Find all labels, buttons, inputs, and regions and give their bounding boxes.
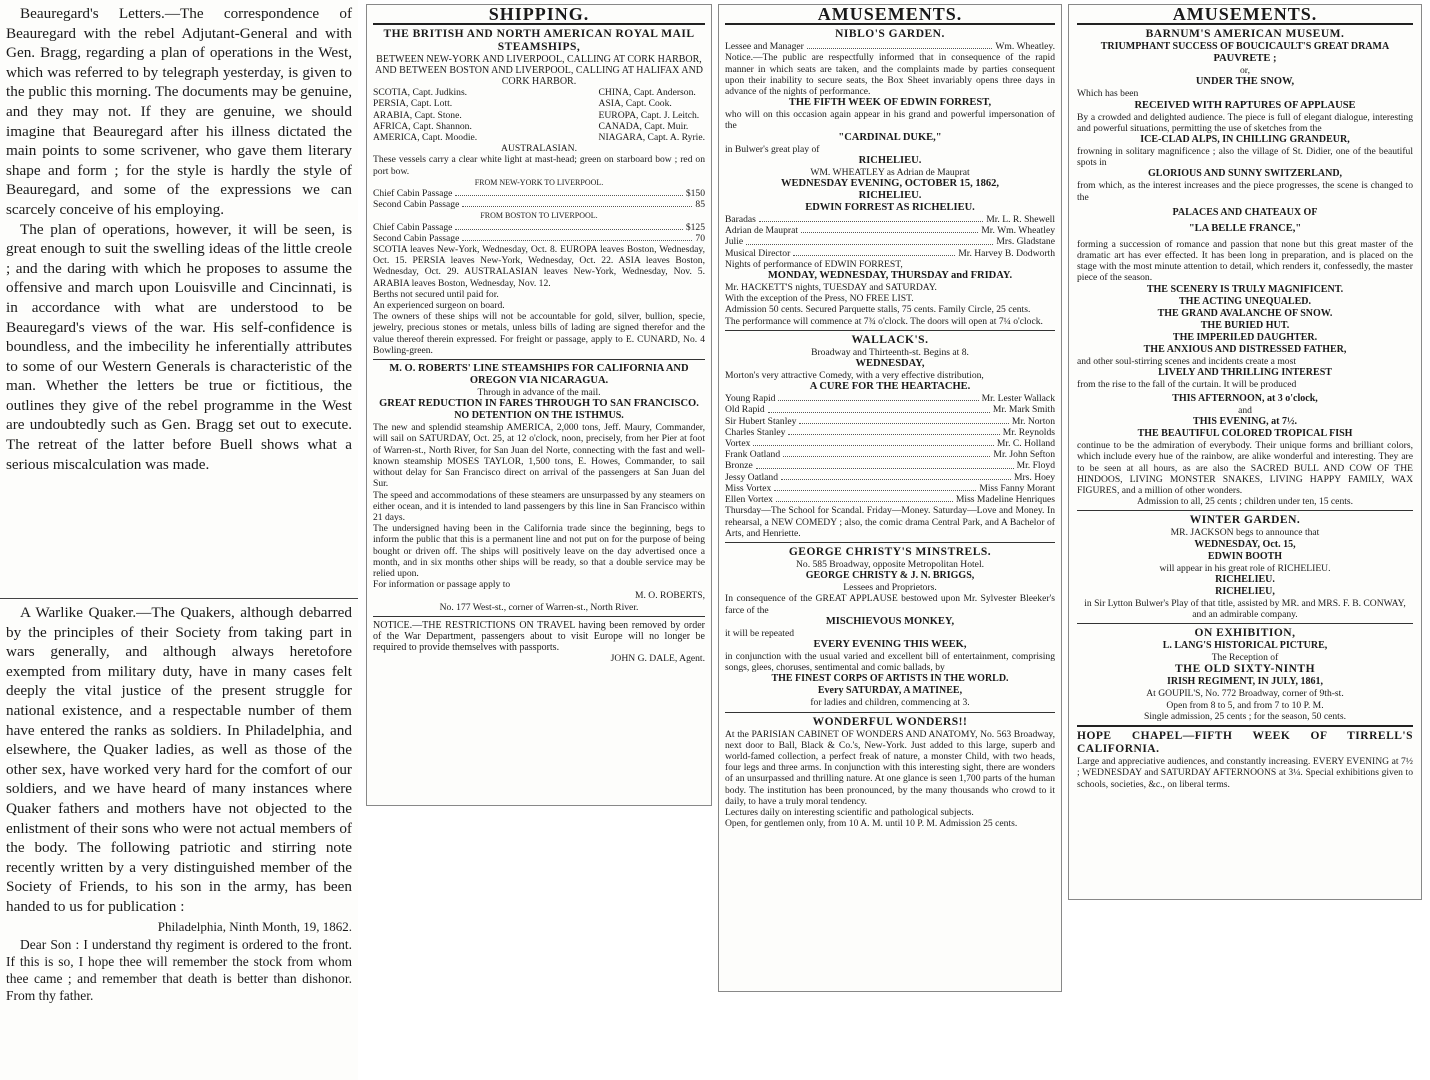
repeated-line: it will be repeated xyxy=(725,627,794,639)
rule xyxy=(725,542,1055,543)
acting-line: THE ACTING UNEQUALED. xyxy=(1179,295,1311,307)
barnums-admission: Admission to all, 25 cents ; children under ten, 15 cents. xyxy=(1136,496,1354,508)
rule xyxy=(1077,510,1413,511)
cardinal-duke: "CARDINAL DUKE," xyxy=(838,131,942,143)
mischievous-monkey: MISCHIEVOUS MONKEY, xyxy=(825,615,955,627)
cast-row xyxy=(725,393,1055,404)
clipping-divider xyxy=(0,598,358,599)
lively-line: LIVELY AND THRILLING INTEREST xyxy=(1158,366,1332,378)
notice-signature: JOHN G. DALE, Agent. xyxy=(610,653,705,665)
winter-wednesday: WEDNESDAY, Oct. 15, xyxy=(1194,538,1296,550)
wednesday-evening: WEDNESDAY EVENING, OCTOBER 15, 1862, xyxy=(780,178,1000,190)
finest-corps: THE FINEST CORPS OF ARTISTS IN THE WORLD. xyxy=(771,673,1009,685)
barnums-body: forming a succession of romance and passion that none but this great master of the dramatic art has ever effected. It has been long in preparation, and is placed on the stage with the most minute attention to detail, which renders it, confessedly, the master piece of the season. xyxy=(1077,238,1413,284)
christys-applause: In consequence of the GREAT APPLAUSE bestowed upon Mr. Sylvester Bleeker's farce of the xyxy=(725,593,1055,616)
curtain-line: from the rise to the fall of the curtain. It will be produced xyxy=(1077,378,1297,390)
christys-lessees: Lessees and Proprietors. xyxy=(843,582,937,594)
ship-name: ARABIA, Capt. Stone. xyxy=(373,109,462,121)
father-line: THE ANXIOUS AND DISTRESSED FATHER, xyxy=(1143,343,1347,355)
richelieu-title: RICHELIEU, xyxy=(1215,585,1275,597)
route-label: FROM NEW-YORK TO LIVERPOOL. xyxy=(474,177,604,187)
amusements-column-2 xyxy=(1068,4,1422,900)
received-pre: Which has been xyxy=(1077,88,1139,100)
christys-location: No. 585 Broadway, opposite Metropolitan Hotel. xyxy=(795,558,985,570)
forrest-as-richelieu: EDWIN FORREST AS RICHELIEU. xyxy=(805,202,975,214)
cast-row xyxy=(725,225,1055,236)
press-line: With the exception of the Press, NO FREE LIST. xyxy=(725,293,914,305)
cast-role: Bronze xyxy=(725,460,753,472)
ship-name: NIAGARA, Capt. A. Ryrie. xyxy=(598,132,705,144)
wallacks-location: Broadway and Thirteenth-st. Begins at 8. xyxy=(811,346,969,358)
fare-value: $125 xyxy=(685,221,705,233)
fare-value: 85 xyxy=(695,199,705,211)
cast-role: Ellen Vortex xyxy=(725,494,773,506)
wallacks-comedy: Morton's very attractive Comedy, with a very effective distribution, xyxy=(725,370,984,382)
fare-row xyxy=(373,233,705,244)
irish-regiment: IRISH REGIMENT, IN JULY, 1861, xyxy=(1166,676,1324,688)
fare-value: 70 xyxy=(695,232,705,244)
cast-actor: Mr. Lester Wallack xyxy=(981,393,1055,405)
lang-picture: L. LANG'S HISTORICAL PICTURE, xyxy=(1162,640,1328,652)
received-line: RECEIVED WITH RAPTURES OF APPLAUSE xyxy=(1134,99,1356,111)
afternoon-line: THIS AFTERNOON, at 3 o'clock, xyxy=(1172,393,1318,405)
hope-chapel-heading: HOPE CHAPEL—FIFTH WEEK OF TIRRELL'S CALIFORNIA. xyxy=(1077,730,1413,756)
fare-label: Chief Cabin Passage xyxy=(373,221,453,233)
jackson-line: MR. JACKSON begs to announce that xyxy=(1170,527,1320,539)
hope-chapel-body: Large and appreciative audiences, and constantly increasing. EVERY EVENING at 7½ ; WEDNESDAY and SATURDAY AFTERNOONS at 3¼. Special exhibitions given to schools, societies, &c., on liberal terms. xyxy=(1077,756,1413,790)
cast-role: Old Rapid xyxy=(725,404,765,416)
ship-name: PERSIA, Capt. Lott. xyxy=(373,98,453,110)
lessee-label: Lessee and Manager xyxy=(725,41,804,53)
cast-actor: Miss Madeline Henriques xyxy=(955,494,1055,506)
cunard-lights: These vessels carry a clear white light at mast-head; green on starboard bow ; red on port bow. xyxy=(373,154,705,177)
ship-name: CHINA, Capt. Anderson. xyxy=(598,87,696,99)
cast-actor: Mr. Floyd xyxy=(1016,460,1055,472)
roberts-advance: Through in advance of the mail. xyxy=(477,387,601,399)
cast-row xyxy=(725,438,1055,449)
tropical-fish: THE BEAUTIFUL COLORED TROPICAL FISH xyxy=(1137,428,1353,440)
wonders-open: Open, for gentlemen only, from 10 A. M. until 10 P. M. Admission 25 cents. xyxy=(725,818,1018,830)
niblos-heading: NIBLO'S GARDEN. xyxy=(835,28,945,41)
cast-actor: Mr. C. Holland xyxy=(996,438,1055,450)
daughter-line: THE IMPERILED DAUGHTER. xyxy=(1172,331,1318,343)
amusements-column-1 xyxy=(718,4,1062,992)
cunard-heading: THE BRITISH AND NORTH AMERICAN ROYAL MAIL STEAMSHIPS, xyxy=(383,28,695,54)
exhibition-heading: ON EXHIBITION, xyxy=(1194,627,1296,640)
cast-row xyxy=(725,460,1055,471)
forrest-line: who will on this occasion again appear in his grand and powerful impersonation of the xyxy=(725,109,1055,132)
cast-role: Frank Oatland xyxy=(725,449,781,461)
cast-row xyxy=(725,404,1055,415)
editorial-clipping-quaker xyxy=(0,600,358,1080)
ship-name: ASIA, Capt. Cook. xyxy=(598,98,672,110)
barnums-heading: BARNUM'S AMERICAN MUSEUM. xyxy=(1145,28,1345,41)
cunard-owners: The owners of these ships will not be accountable for gold, silver, bullion, specie, jewelry, precious stones or metals, unless bills of lading are signed therefor and the value thereof therein expressed. For freight or passage, apply to E. CUNARD, No. 4 Bowling-green. xyxy=(373,311,705,356)
admirable-line: and an admirable company. xyxy=(1192,609,1298,621)
editorial-clipping-beauregard xyxy=(0,0,358,598)
quaker-paragraph: A Warlike Quaker.—The Quakers, although debarred by the principles of their Society from taking part in wars generally, and although always heretofore exempted from military duty, have in many cases felt deeply the vital justice of the present struggle for national existence, and a respectable number of them have entered the ranks as soldiers. In Philadelphia, and elsewhere, the Quaker ladies, as well as those of the other sex, have worked very hard for the comfort of our soldiers, and we have heard of many instances where Quaker fathers and mothers have not objected to the enlistment of their sons who were not actual members of the body. The following patriotic and stirring note recently written by a very distinguished member of the Society of Friends, to his son in the army, has been handed to us for publication : xyxy=(6,604,352,915)
roberts-body: The speed and accommodations of these steamers are unsurpassed by any steamers on either ocean, and it is intended to land passengers by this line in San Francisco within 21 days. xyxy=(373,489,705,523)
barnums-body: continue to be the admiration of everybody. Their unique forms and brilliant colors, which include every hue of the rainbow, are alike wonderful and interesting. They are to be seen at all hours, as are also the SACRED BULL AND COW OF THE HINDOOS, LIVING MONSTER SNAKES, LIVING HAPPY FAMILY, WAX FIGURES, and a million of other wonders. xyxy=(1077,440,1413,497)
cast-role: Adrian de Mauprat xyxy=(725,225,798,237)
cast-row xyxy=(725,449,1055,460)
roberts-body: The undersigned having been in the California trade since the beginning, begs to inform the public that this is a permanent line and not put on for the purpose of being bought or driven off. The ships will positively leave on the day advertised once a month, and in six months other ships will be ready, so that a double service may be relied upon. xyxy=(373,523,705,579)
quaker-dateline: Philadelphia, Ninth Month, 19, 1862. xyxy=(157,918,352,934)
triumphant-line: TRIUMPHANT SUCCESS OF BOUCICAULT'S GREAT DRAMA xyxy=(1100,41,1390,53)
niblos-lessee-row xyxy=(725,41,1055,52)
hours-line: Open from 8 to 5, and from 7 to 10 P. M. xyxy=(1166,699,1324,711)
cast-role: Vortex xyxy=(725,438,751,450)
cunard-subheading: BETWEEN NEW-YORK AND LIVERPOOL, CALLING AT CORK HARBOR, AND BETWEEN BOSTON AND LIVERPOOL, CALLING AT HALIFAX AND CORK HARBOR. xyxy=(374,54,704,88)
fare-label: Second Cabin Passage xyxy=(373,232,460,244)
quaker-letter: Dear Son : I understand thy regiment is ordered to the front. If this is so, I hope thee will remember the stock from whom thee came ; and remember that death is better than dishonor. From thy father. xyxy=(6,937,352,1004)
cast-row xyxy=(725,427,1055,438)
amusements-title: AMUSEMENTS. xyxy=(817,4,963,24)
cast-role: Young Rapid xyxy=(725,393,776,405)
rule xyxy=(1077,623,1413,624)
cast-role: Sir Hubert Stanley xyxy=(725,415,797,427)
frowning-line: frowning in solitary magnificence ; also the village of St. Didier, one of the beautiful spots in xyxy=(1077,146,1413,169)
old-sixty-ninth: THE OLD SIXTY-NINTH xyxy=(1174,663,1316,676)
ship-name: AFRICA, Capt. Shannon. xyxy=(373,120,472,132)
christys-heading: GEORGE CHRISTY'S MINSTRELS. xyxy=(788,545,992,558)
avalanche-line: THE GRAND AVALANCHE OF SNOW. xyxy=(1157,307,1333,319)
richelieu-title: RICHELIEU. xyxy=(858,190,922,202)
admission-line: Admission 50 cents. Secured Parquette stalls, 75 cents. Family Circle, 25 cents. xyxy=(725,304,1031,316)
ladies-line: for ladies and children, commencing at 3. xyxy=(810,697,970,709)
ship-name: AUSTRALASIAN. xyxy=(501,143,577,155)
cast-row xyxy=(725,248,1055,259)
edwin-booth: EDWIN BOOTH xyxy=(1207,550,1283,562)
days-line: MONDAY, WEDNESDAY, THURSDAY and FRIDAY. xyxy=(767,270,1013,282)
roberts-signature: M. O. ROBERTS, xyxy=(634,590,705,602)
cast-row xyxy=(725,214,1055,225)
commence-line: The performance will commence at 7¾ o'clock. The doors will open at 7¼ o'clock. xyxy=(725,315,1043,327)
stirring-line: and other soul-stirring scenes and incidents create a most xyxy=(1077,355,1296,367)
la-belle-france: "LA BELLE FRANCE," xyxy=(1188,222,1302,234)
ice-clad-alps: ICE-CLAD ALPS, IN CHILLING GRANDEUR, xyxy=(1140,134,1350,146)
cast-actor: Mr. John Sefton xyxy=(993,449,1055,461)
every-evening: EVERY EVENING THIS WEEK, xyxy=(813,638,967,650)
cure-title: A CURE FOR THE HEARTACHE. xyxy=(809,381,971,393)
ship-name: SCOTIA, Capt. Judkins. xyxy=(373,87,468,99)
cast-role: Charles Stanley xyxy=(725,426,786,438)
ship-name: AMERICA, Capt. Moodie. xyxy=(373,132,478,144)
cast-row xyxy=(725,416,1055,427)
route-label: FROM BOSTON TO LIVERPOOL. xyxy=(480,211,598,221)
palaces-line: PALACES AND CHATEAUX OF xyxy=(1172,206,1318,218)
rule xyxy=(373,616,705,617)
evening-line: THIS EVENING, at 7½. xyxy=(1193,416,1297,428)
cast-role: Baradas xyxy=(725,214,756,226)
matinee-line: Every SATURDAY, A MATINEE, xyxy=(817,685,963,697)
rule xyxy=(725,712,1055,713)
travel-notice: NOTICE.—THE RESTRICTIONS ON TRAVEL having been removed by order of the War Department, passengers about to visit Europe will no longer be required to provide themselves with passports. xyxy=(373,619,705,654)
wallacks-heading: WALLACK'S. xyxy=(851,333,929,346)
nights-line: Nights of performance of EDWIN FORREST, xyxy=(725,258,903,270)
fare-row xyxy=(373,199,705,210)
ship-name: EUROPA, Capt. J. Leitch. xyxy=(598,109,700,121)
cast-role: Jessy Oatland xyxy=(725,471,779,483)
rule xyxy=(373,359,705,360)
switzerland-line: GLORIOUS AND SUNNY SWITZERLAND, xyxy=(1147,168,1343,180)
cast-actor: Mr. Norton xyxy=(1011,415,1055,427)
wonders-heading: WONDERFUL WONDERS!! xyxy=(812,715,968,728)
wheatley-line: WM. WHEATLEY as Adrian de Mauprat xyxy=(810,166,970,178)
ship-name: CANADA, Capt. Muir. xyxy=(598,120,689,132)
editorial-paragraph-1: Beauregard's Letters.—The correspondence of Beauregard with the rebel Adjutant-General and with Gen. Bragg, regarding a plan of operations in the West, which was referred to by telegraph yesterday, is given to the public this morning. The documents may be genuine, and they may not. If they are genuine, we should imagine that Beauregard after his illness dictated the main points to some scrivener, who gave them literary shape and form ; for the style is hardly the style of Beauregard, and some of the expressions we can scarcely conceive of his employing. xyxy=(6,5,352,218)
single-admission: Single admission, 25 cents ; for the season, 50 cents. xyxy=(1144,710,1346,722)
roberts-subheading: GREAT REDUCTION IN FARES THROUGH TO SAN FRANCISCO. xyxy=(379,398,699,410)
cast-actor: Mr. L. R. Shewell xyxy=(986,214,1055,226)
niblos-cast-list xyxy=(725,214,1055,259)
christys-names: GEORGE CHRISTY & J. N. BRIGGS, xyxy=(805,570,975,582)
booth-role: will appear in his great role of RICHELIEU. xyxy=(1159,562,1331,574)
wonders-lectures: Lectures daily on interesting scientific and pathological subjects. xyxy=(725,806,974,818)
pauvrete-title: PAUVRETE ; xyxy=(1213,53,1277,65)
cast-row xyxy=(725,494,1055,505)
richelieu-title: RICHELIEU. xyxy=(858,154,922,166)
richelieu-title: RICHELIEU. xyxy=(1215,573,1275,585)
cast-actor: Mr. Harvey B. Dodworth xyxy=(958,247,1055,259)
niblos-notice: Notice.—The public are respectfully informed that in consequence of the rapid manner in which seats are taken, and the complaints made by parties consequent upon their inability to secure seats, the Box Sheet invariably opens three days in advance of the nights of performance. xyxy=(725,52,1055,98)
wonders-body: At the PARISIAN CABINET OF WONDERS AND ANATOMY, No. 563 Broadway, next door to Ball, Black & Co.'s, New-York. Just added to this large, superb and world-famed collection, a perfect freak of nature, a monster Child, with two heads, four legs and three arms. In conjunction with this interesting sight, there are wonders of an unsurpassed and thrilling nature. At one glance is seen 1,700 parts of the human body. The institution has been pronounced, by the many thousands who crowd to it daily, to have a truly moral tendency. xyxy=(725,728,1055,807)
roberts-info: For information or passage apply to xyxy=(373,579,511,591)
cast-actor: Mr. Mark Smith xyxy=(992,404,1055,416)
cast-role: Julie xyxy=(725,236,744,248)
fare-row xyxy=(373,188,705,199)
winter-garden-heading: WINTER GARDEN. xyxy=(1189,514,1301,527)
or-line: or, xyxy=(1239,65,1250,77)
lytton-line: in Sir Lytton Bulwer's Play of that title, assisted by MR. and MRS. F. B. CONWAY, xyxy=(1084,597,1406,609)
shipping-column xyxy=(366,4,712,806)
cast-role: Musical Director xyxy=(725,247,791,259)
roberts-body: The new and splendid steamship AMERICA, 2,000 tons, Jeff. Maury, Commander, will sail on SATURDAY, Oct. 25, at 12 o'clock, noon, precisely, from her Pier at foot of Warren-st., North River, for San Juan del Norte, connecting with the fast and well-known steamship MOSES TAYLOR, 1,500 tons, E. Howes, Commander, to sail without delay for San Francisco direct on arrival of the passengers at San Juan del Sur. xyxy=(373,422,705,490)
barnums-body: By a crowded and delighted audience. The piece is full of elegant dialogue, interesting and powerful situations, permitting the use of sketches from the xyxy=(1077,111,1413,134)
fare-row xyxy=(373,222,705,233)
cast-role: Miss Vortex xyxy=(725,482,772,494)
under-the-snow: UNDER THE SNOW, xyxy=(1195,76,1295,88)
bulwer-line: in Bulwer's great play of xyxy=(725,143,820,155)
roberts-address: No. 177 West-st., corner of Warren-st., North River. xyxy=(439,601,639,613)
cunard-fleet-list xyxy=(373,87,705,143)
fare-label: Chief Cabin Passage xyxy=(373,188,453,200)
cast-actor: Mr. Reynolds xyxy=(1002,426,1055,438)
from-which-line: from which, as the interest increases and the piece progresses, the scene is changed to the xyxy=(1077,180,1413,203)
cast-actor: Mr. Wm. Wheatley xyxy=(981,225,1055,237)
cunard-surgeon: An experienced surgeon on board. xyxy=(373,300,505,312)
cast-actor: Mrs. Hoey xyxy=(1013,471,1055,483)
roberts-no-detention: NO DETENTION ON THE ISTHMUS. xyxy=(454,410,624,422)
editorial-paragraph-2: The plan of operations, however, it will be seen, is great enough to suit the swelling ideas of the little creole ; and the daring with which he proposes to assume the offensive and march upon Louisville and Cincinnati, is in accordance with what are understood to be Beauregard's views of the war. His self-confidence is boundless, and the imbecility he inferentially attributes to some of our Western Generals is characteristic of the man. Whether the letters be true or fictitious, the outlines they give of the rebel programme in the West are undoubtedly such as Gen. Bragg set out to execute. The retreat of the latter before Buell shows what a serious miscalculation was made. xyxy=(6,220,352,473)
roberts-heading: M. O. ROBERTS' LINE STEAMSHIPS FOR CALIFORNIA AND OREGON VIA NICARAGUA. xyxy=(389,363,689,387)
hackett-line: Mr. HACKETT'S nights, TUESDAY and SATURDAY. xyxy=(725,282,937,294)
hut-line: THE BURIED HUT. xyxy=(1200,319,1290,331)
wallacks-cast-list xyxy=(725,393,1055,505)
lessee-name: Wm. Wheatley. xyxy=(995,41,1055,53)
goupil-line: At GOUPIL'S, No. 772 Broadway, corner of 9th-st. xyxy=(1146,688,1344,700)
cast-actor: Mrs. Gladstane xyxy=(996,236,1055,248)
and-line: and xyxy=(1238,405,1252,417)
cast-row xyxy=(725,236,1055,247)
scenery-line: THE SCENERY IS TRULY MAGNIFICENT. xyxy=(1146,283,1344,295)
reception-line: The Reception of xyxy=(1211,652,1279,664)
rule xyxy=(725,330,1055,331)
wallacks-schedule: Thursday—The School for Scandal. Friday—Money. Saturday—Love and Money. In rehearsal, a NEW COMEDY ; also, the comic drama Central Park, and A Bachelor of Arts, and Henriette. xyxy=(725,505,1055,539)
sailing-schedule: SCOTIA leaves New-York, Wednesday, Oct. 8. EUROPA leaves Boston, Wednesday, Oct. 15. PERSIA leaves New-York, Wednesday, Oct. 22. ASIA leaves Boston, Wednesday, Oct. 29. AUSTRALASIAN leaves New-York, Wednesday, Nov. 5. ARABIA leaves Boston, Wednesday, Nov. 12. xyxy=(373,244,705,289)
christys-body: in conjunction with the usual varied and excellent bill of entertainment, comprising songs, glees, choruses, sentimental and comic ballads, by xyxy=(725,650,1055,674)
amusements-title: AMUSEMENTS. xyxy=(1172,4,1318,24)
fifth-week-heading: THE FIFTH WEEK OF EDWIN FORREST, xyxy=(788,97,992,109)
cast-actor: Miss Fanny Morant xyxy=(979,482,1055,494)
fare-value: $150 xyxy=(685,188,705,200)
rule xyxy=(1077,725,1413,727)
shipping-title: SHIPPING. xyxy=(488,4,590,24)
fare-label: Second Cabin Passage xyxy=(373,199,460,211)
cunard-berths: Berths not secured until paid for. xyxy=(373,288,499,300)
cast-row xyxy=(725,472,1055,483)
cast-row xyxy=(725,483,1055,494)
wallacks-day: WEDNESDAY, xyxy=(855,358,925,370)
